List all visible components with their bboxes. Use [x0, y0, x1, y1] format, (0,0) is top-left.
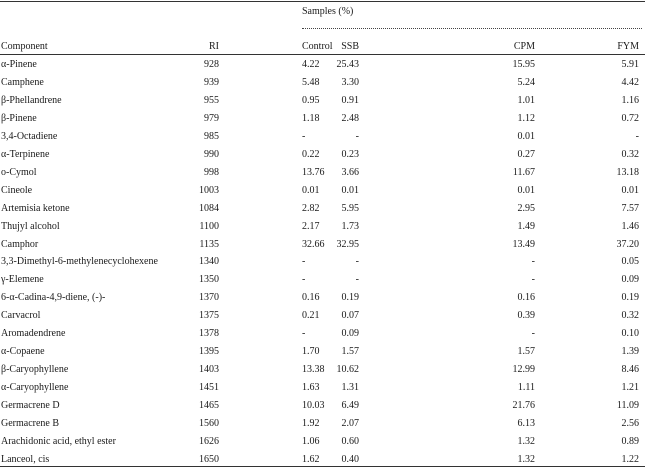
col-header-ri: RI: [209, 41, 219, 52]
cell-ssb: 6.49: [341, 400, 359, 411]
cell-control: -: [302, 328, 306, 339]
cell-control: 32.66: [302, 239, 325, 250]
cell-cpm: -: [531, 274, 535, 285]
cell-fym: 2.56: [621, 418, 639, 429]
cell-cpm: 1.12: [517, 113, 535, 124]
cell-component: Carvacrol: [1, 310, 41, 321]
cell-control: 0.16: [302, 292, 320, 303]
cell-fym: 1.21: [621, 382, 639, 393]
cell-component: Thujyl alcohol: [1, 221, 60, 232]
group-header-samples: Samples (%): [302, 6, 354, 17]
cell-ssb: 0.09: [341, 328, 359, 339]
col-header-component: Component: [1, 41, 48, 52]
cell-component: o-Cymol: [1, 167, 37, 178]
cell-cpm: 0.01: [517, 131, 535, 142]
cell-ri: 1370: [199, 292, 219, 303]
cell-control: 0.21: [302, 310, 320, 321]
cell-ssb: 0.60: [341, 436, 359, 447]
cell-cpm: 6.13: [517, 418, 535, 429]
cell-component: Cineole: [1, 185, 33, 196]
cell-ri: 998: [204, 167, 219, 178]
cell-ssb: 1.31: [341, 382, 359, 393]
cell-ri: 1340: [199, 256, 219, 267]
cell-cpm: -: [531, 328, 535, 339]
cell-component: Camphor: [1, 239, 39, 250]
cell-control: 2.82: [302, 203, 320, 214]
cell-ssb: 0.07: [341, 310, 359, 321]
cell-component: 3,4-Octadiene: [1, 131, 58, 142]
cell-ssb: 1.73: [341, 221, 359, 232]
cell-ri: 1350: [199, 274, 219, 285]
cell-ssb: -: [355, 274, 359, 285]
cell-ri: 1626: [199, 436, 219, 447]
cell-ri: 990: [204, 149, 219, 160]
cell-component: Artemisia ketone: [1, 203, 70, 214]
cell-component: α-Caryophyllene: [1, 382, 69, 393]
cell-component: β-Phellandrene: [1, 95, 62, 106]
cell-ssb: 0.23: [341, 149, 359, 160]
cell-ssb: 3.30: [341, 77, 359, 88]
cell-ssb: 10.62: [336, 364, 359, 375]
cell-fym: 0.09: [621, 274, 639, 285]
cell-ssb: 3.66: [341, 167, 359, 178]
cell-fym: 0.10: [621, 328, 639, 339]
cell-control: -: [302, 256, 306, 267]
cell-ri: 1395: [199, 346, 219, 357]
cell-ri: 955: [204, 95, 219, 106]
cell-fym: 1.46: [621, 221, 639, 232]
cell-component: Lanceol, cis: [1, 454, 50, 465]
cell-component: β-Pinene: [1, 113, 37, 124]
cell-control: 13.38: [302, 364, 325, 375]
cell-control: 0.01: [302, 185, 320, 196]
cell-control: 1.92: [302, 418, 320, 429]
cell-component: Camphene: [1, 77, 44, 88]
col-header-cpm: CPM: [513, 41, 535, 52]
cell-control: 1.70: [302, 346, 320, 357]
cell-fym: 5.91: [621, 59, 639, 70]
cell-ssb: -: [355, 256, 359, 267]
cell-control: 1.18: [302, 113, 320, 124]
cell-control: 5.48: [302, 77, 320, 88]
cell-cpm: 21.76: [512, 400, 535, 411]
cell-control: 13.76: [302, 167, 325, 178]
cell-ssb: 5.95: [341, 203, 359, 214]
cell-ri: 1378: [199, 328, 219, 339]
col-header-control: Control: [302, 41, 333, 52]
cell-ssb: 32.95: [336, 239, 359, 250]
cell-control: 0.95: [302, 95, 320, 106]
header-rule: [0, 54, 645, 55]
cell-ri: 928: [204, 59, 219, 70]
cell-fym: 4.42: [621, 77, 639, 88]
cell-ssb: 0.91: [341, 95, 359, 106]
cell-fym: 37.20: [616, 239, 639, 250]
cell-cpm: 0.16: [517, 292, 535, 303]
cell-ri: 1403: [199, 364, 219, 375]
cell-fym: 11.09: [616, 400, 639, 411]
cell-cpm: 1.32: [517, 454, 535, 465]
cell-fym: 0.32: [621, 310, 639, 321]
cell-ri: 1375: [199, 310, 219, 321]
cell-cpm: 1.01: [517, 95, 535, 106]
cell-fym: 0.72: [621, 113, 639, 124]
col-header-ssb: SSB: [341, 41, 359, 52]
cell-cpm: 0.01: [517, 185, 535, 196]
cell-fym: 0.89: [621, 436, 639, 447]
cell-control: 2.17: [302, 221, 320, 232]
cell-fym: 0.19: [621, 292, 639, 303]
cell-cpm: 0.27: [517, 149, 535, 160]
cell-ssb: 0.01: [341, 185, 359, 196]
cell-component: Arachidonic acid, ethyl ester: [1, 436, 116, 447]
cell-fym: 8.46: [621, 364, 639, 375]
cell-ssb: 2.48: [341, 113, 359, 124]
cell-ri: 979: [204, 113, 219, 124]
cell-component: Germacrene B: [1, 418, 60, 429]
cell-ssb: 0.40: [341, 454, 359, 465]
cell-ri: 1135: [199, 239, 219, 250]
cell-fym: 13.18: [616, 167, 639, 178]
cell-ri: 1100: [199, 221, 219, 232]
cell-cpm: 1.32: [517, 436, 535, 447]
cell-ssb: 2.07: [341, 418, 359, 429]
top-rule: [0, 1, 645, 2]
cell-cpm: 11.67: [512, 167, 535, 178]
cell-control: 1.62: [302, 454, 320, 465]
cell-control: -: [302, 131, 306, 142]
cell-component: α-Copaene: [1, 346, 45, 357]
cell-fym: 0.32: [621, 149, 639, 160]
col-header-fym: FYM: [617, 41, 639, 52]
cell-ri: 1650: [199, 454, 219, 465]
cell-fym: 0.05: [621, 256, 639, 267]
cell-ssb: -: [355, 131, 359, 142]
cell-cpm: 13.49: [512, 239, 535, 250]
cell-control: 1.06: [302, 436, 320, 447]
cell-cpm: 12.99: [512, 364, 535, 375]
cell-ssb: 1.57: [341, 346, 359, 357]
cell-ri: 1451: [199, 382, 219, 393]
cell-component: Aromadendrene: [1, 328, 66, 339]
cell-control: 4.22: [302, 59, 320, 70]
cell-ssb: 25.43: [336, 59, 359, 70]
cell-ri: 1003: [199, 185, 219, 196]
cell-cpm: 2.95: [517, 203, 535, 214]
cell-fym: 1.22: [621, 454, 639, 465]
cell-component: β-Caryophyllene: [1, 364, 69, 375]
cell-cpm: 5.24: [517, 77, 535, 88]
cell-component: 6-α-Cadina-4,9-diene, (-)-: [1, 292, 106, 303]
cell-component: 3,3-Dimethyl-6-methylenecyclohexene: [1, 256, 158, 267]
cell-fym: 1.39: [621, 346, 639, 357]
group-header-rule: [302, 28, 642, 29]
cell-control: -: [302, 274, 306, 285]
cell-cpm: 15.95: [512, 59, 535, 70]
cell-control: 10.03: [302, 400, 325, 411]
cell-control: 1.63: [302, 382, 320, 393]
bottom-rule: [0, 466, 645, 467]
cell-fym: 1.16: [621, 95, 639, 106]
cell-ri: 1084: [199, 203, 219, 214]
cell-control: 0.22: [302, 149, 320, 160]
cell-component: α-Pinene: [1, 59, 37, 70]
cell-cpm: 1.57: [517, 346, 535, 357]
cell-component: γ-Elemene: [1, 274, 44, 285]
cell-ri: 939: [204, 77, 219, 88]
cell-cpm: -: [531, 256, 535, 267]
cell-ri: 1465: [199, 400, 219, 411]
cell-component: α-Terpinene: [1, 149, 50, 160]
cell-cpm: 1.49: [517, 221, 535, 232]
cell-component: Germacrene D: [1, 400, 60, 411]
cell-ri: 1560: [199, 418, 219, 429]
cell-fym: -: [635, 131, 639, 142]
cell-cpm: 1.11: [517, 382, 535, 393]
cell-ssb: 0.19: [341, 292, 359, 303]
cell-ri: 985: [204, 131, 219, 142]
cell-fym: 0.01: [621, 185, 639, 196]
cell-cpm: 0.39: [517, 310, 535, 321]
cell-fym: 7.57: [621, 203, 639, 214]
